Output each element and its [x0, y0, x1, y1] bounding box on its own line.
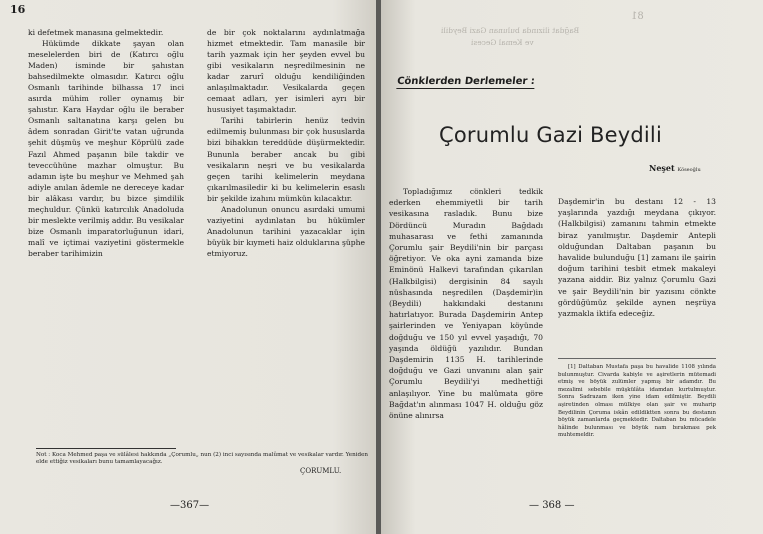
section-heading: Cönklerden Derlemeler :: [396, 76, 536, 87]
ghost-line-2: ve Kemal Gecesi: [471, 38, 534, 47]
left-column-2: [207, 27, 365, 259]
left-col2-para-2: Tarihi tabirlerin henüz tedvin edilmemiş bulunması bir çok hususlarda bizi bihakkın tereddüde düşürmektedir. Bununla beraber ancak bu gibi vesikaların neşri ve bu vesikalarda geçen tarihi kelimelerin meydana çıkarılmasiledir ki bu kelimelerin esaslı bir şekilde izahını mümkün kılacaktır.: [207, 116, 365, 203]
left-column-1: [28, 27, 184, 259]
right-column-1: [389, 186, 543, 421]
left-footnote: Not : Koca Mehmed paşa ve sülâlesi hakkında „Çorumlu„ nun (2) inci sayısında malûmat ve vesikalar vardır. Yeniden elde ettiğiz vesikaları bunu tamamlayacağız.: [36, 452, 368, 466]
running-page-number: 16: [10, 3, 26, 16]
right-col1-text: Topladığımız cönkleri tedkik ederken ehemmiyetli bir tarih vesikasına rasladık. Bunu bize Dördüncü Muradın Bağdadı muhasarası ve fethi zamanında Çorumlu şair Beydili'nin bir parçası öğretiyor. Ve oka ayni zamanda bize Eminönü Halkevi tarafından çıkarılan (Halkbilgisi) dergisinin 84 sayılı nüshasında neşredilen (Daşdemir)in (Beydili) hakkındaki destanını hatırlatıyor. Burada Daşdemirin Antep şairlerinden ve Yeniyapan köyünde doğduğu ve 150 yıl evvel yaşadığı, 70 yaşında öldüğü yazılıdır. Bundan Daşdemirin 1135 H. tarihlerinde doğduğu ve Gazi unvanını alan şair Çorumlu Beydili'yi medhettiği anlaşılıyor. Yine bu malûmata göre Bağdat'ın alınması 1047 H. olduğu göz önüne alınırsa: [389, 187, 543, 421]
left-folio: —367—: [170, 500, 210, 511]
right-page: [381, 0, 763, 534]
right-col2-text: Daşdemir'in bu destanı 12 - 13 yaşlarında yazdığı meydana çıkıyor. (Halkbilgisi) zamanını tahmin etmekte biraz yanılmıştır. Daşdemir Antepli olduğundan Daltaban paşanın bu havalide bulunduğu [1] zamanı ile şairin doğum tarihini tesbit etmek makaleyi yazana aiddir. Biz yalnız Çorumlu Gazi ve şair Beydili'nin bir yazısını cönkte gördüğümüz şekilde aynen neşrüya yazmakla iktifa edeceğiz.: [558, 197, 716, 319]
left-col1-para-2: Hükümde dikkate şayan olan meselelerden biri de (Katırcı oğlu Maden) isminde bir şahıstan bahsedilmekte olmasıdır. Katırcı oğlu Osmanlı tarihinde bilhassa 17 inci asırda mühim roller oynamış bir şahıstır. Kara Haydar oğlu ile beraber Osmanlı saltanatına karşı gelen bu âdem sonradan Girit'te vatan uğrunda şehit düşmüş ve meşhur Köprülü zade Fazıl Ahmed paşanın bile takdir ve teveccühüne mazhar olmuştur. Bu adamın işte bu meşhur ve Mehmed şah adiyle anılan âdemle ne dereceye kadar bir alâkası vardır, bu bizce şimdilik meçhuldur. Çünkü katırcılık Anadoluda bir meslekte verilmiş addır. Bu vesikalar bize Osmanlı imparatorluğunun idari, malî ve içtimai vaziyetini göstermekle beraber tarihimizin: [28, 39, 184, 258]
article-author: [649, 163, 701, 173]
ghost-line-1: Bağdat ilizında bulunan Gazi Beydili: [441, 26, 580, 35]
left-page: [0, 0, 378, 534]
left-col2-para-3: Anadolunun onuncu asırdaki umumi vaziyetini aydınlatan bu hükümler Anadolunun tarihini yazacaklar için büyük bir kıymeti haiz olduklarına şüphe etmiyoruz.: [207, 204, 365, 258]
right-footnote: [1] Daltaban Mustafa paşa bu havalide 1108 yılında bulunmuştur. Civarda kabiyle ve aşiretlerin mütemadi etmiş ve böyük zulümler yapmış bir adamdır. Bu mezalimi sebebile müşkülâta idamdan kurtulmuştur. Sonra Sadrazam iken yine idam edilmiştir. Beydili aşiretinden olması mülkiye olan şair ve muharip Beydilinin Çoruma iskân edildiktten sonra bu destanın böyük zamanlarda geçmektedir. Daltaban bu mücadele hâlinde bulunması ve böyük nam bırakması pek muhtemeldir.: [558, 364, 716, 439]
left-col1-para-1: ki defetmek manasına gelmektedir.: [28, 28, 164, 37]
right-folio: — 368 —: [529, 500, 575, 511]
article-title: Çorumlu Gazi Beydili: [439, 123, 662, 147]
footnote-rule: [36, 448, 176, 449]
right-folio-number: 368: [542, 500, 562, 511]
author-name: Neşet: [649, 163, 675, 173]
author-surname: Köseoğlu: [677, 167, 701, 173]
ghost-page-number: 81: [631, 11, 644, 22]
left-col2-para-1: de bir çok noktalarını aydınlatmağa hizmet etmektedir. Tam manasile bir tarih yazmak için her şeyden evvel bu gibi vesikaların neşredilmesinin ne kadar zarurî olduğu kendiliğinden anlaşılmaktadır. Vesikalarda geçen cemaat adları, yer isimleri ayrı bir hususiyet taşımaktadır.: [207, 28, 365, 115]
right-column-2: [558, 196, 716, 319]
right-footnote-rule: [558, 358, 716, 359]
signature: ÇORUMLU.: [300, 467, 342, 475]
